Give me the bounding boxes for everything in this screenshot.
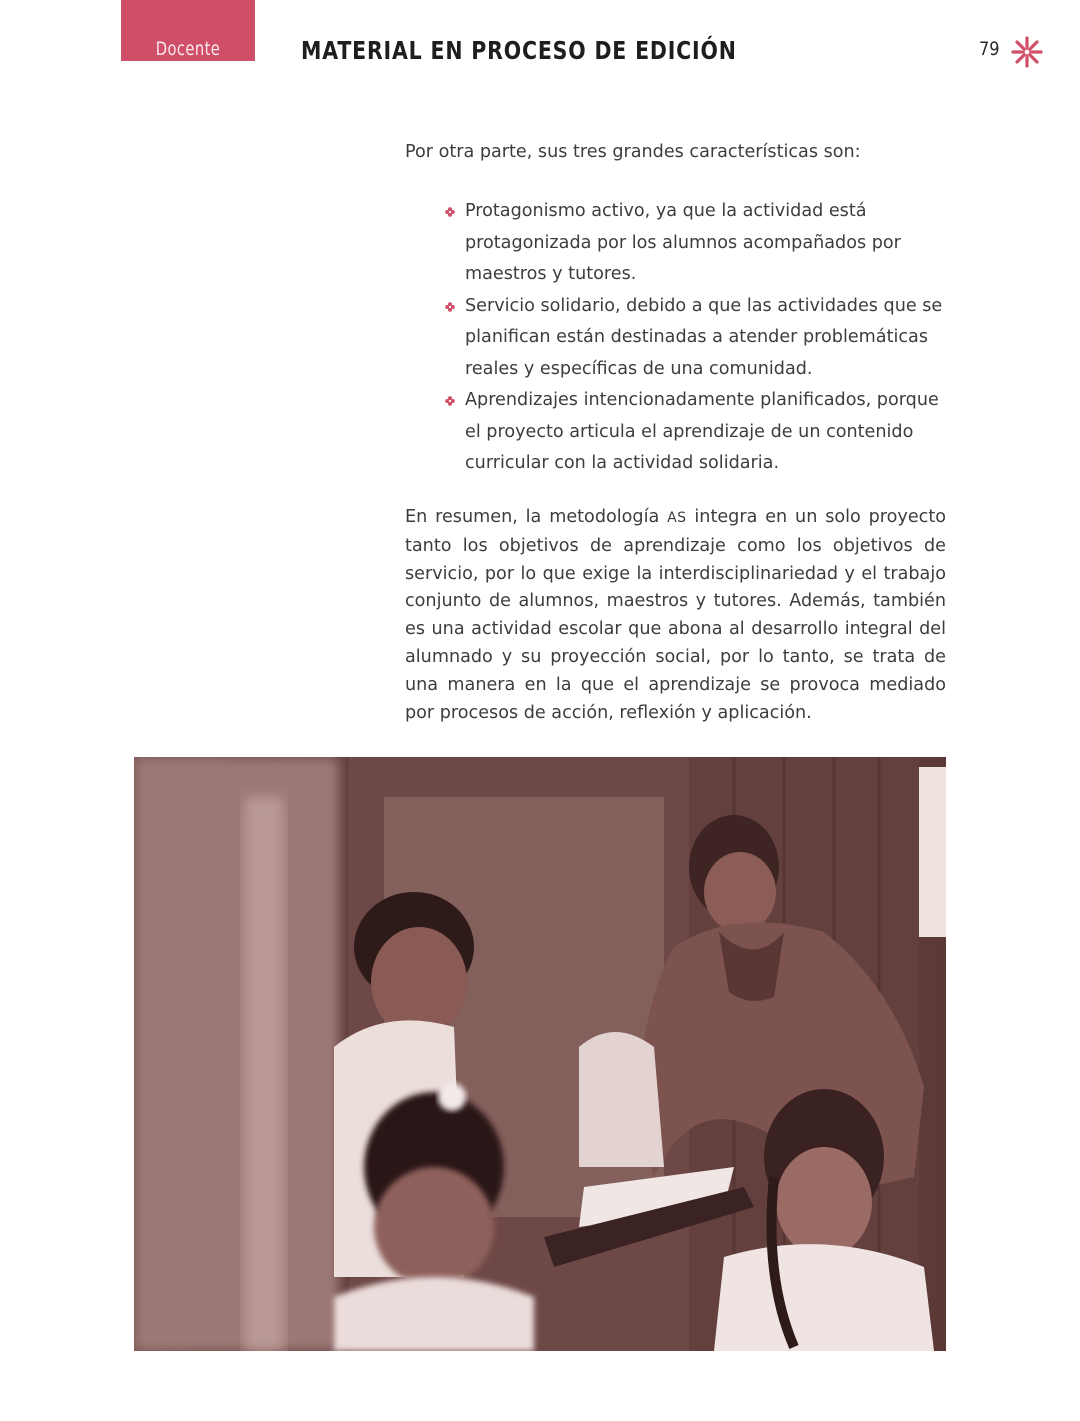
flower-bullet-icon	[445, 396, 455, 406]
list-item	[445, 291, 945, 386]
list-item-text: Protagonismo activo, ya que la actividad está protagonizada por los alumnos acompañados por maestros y tutores.	[465, 201, 901, 284]
section-tab-label: Docente	[155, 38, 221, 60]
summary-paragraph	[405, 504, 946, 727]
summary-text-start: En resumen, la metodología	[405, 507, 668, 527]
flower-bullet-icon	[445, 302, 455, 312]
list-item-text: Servicio solidario, debido a que las actividades que se planifican están destinadas a atender problemáticas reales y específicas de una comunidad.	[465, 295, 943, 379]
page-number: 79	[979, 38, 1000, 60]
list-item	[445, 385, 945, 480]
flower-bullet-icon	[445, 207, 455, 217]
header-title: MATERIAL EN PROCESO DE EDICIÓN	[301, 36, 737, 65]
section-tab	[121, 0, 255, 61]
classroom-photo-illustration	[134, 757, 946, 1351]
acronym-as: AS	[667, 510, 687, 526]
characteristics-list	[445, 196, 945, 480]
list-item-text: Aprendizajes intencionadamente planificados, porque el proyecto articula el aprendizaje de un contenido curricular con la actividad solidaria.	[465, 390, 939, 473]
classroom-photo	[134, 757, 946, 1351]
intro-paragraph: Por otra parte, sus tres grandes características son:	[405, 142, 861, 162]
asterisk-flower-icon	[1011, 36, 1043, 68]
summary-text-end: integra en un solo proyecto tanto los objetivos de aprendizaje como los objetivos de servicio, por lo que exige la interdisciplinariedad y el trabajo conjunto de alumnos, maestros y tutores. Además, también es una actividad escolar que abona al desarrollo integral del alumnado y su proyección social, por lo tanto, se trata de una manera en la que el aprendizaje se provoca mediado por procesos de acción, reflexión y aplicación.	[405, 507, 946, 723]
list-item	[445, 196, 945, 291]
